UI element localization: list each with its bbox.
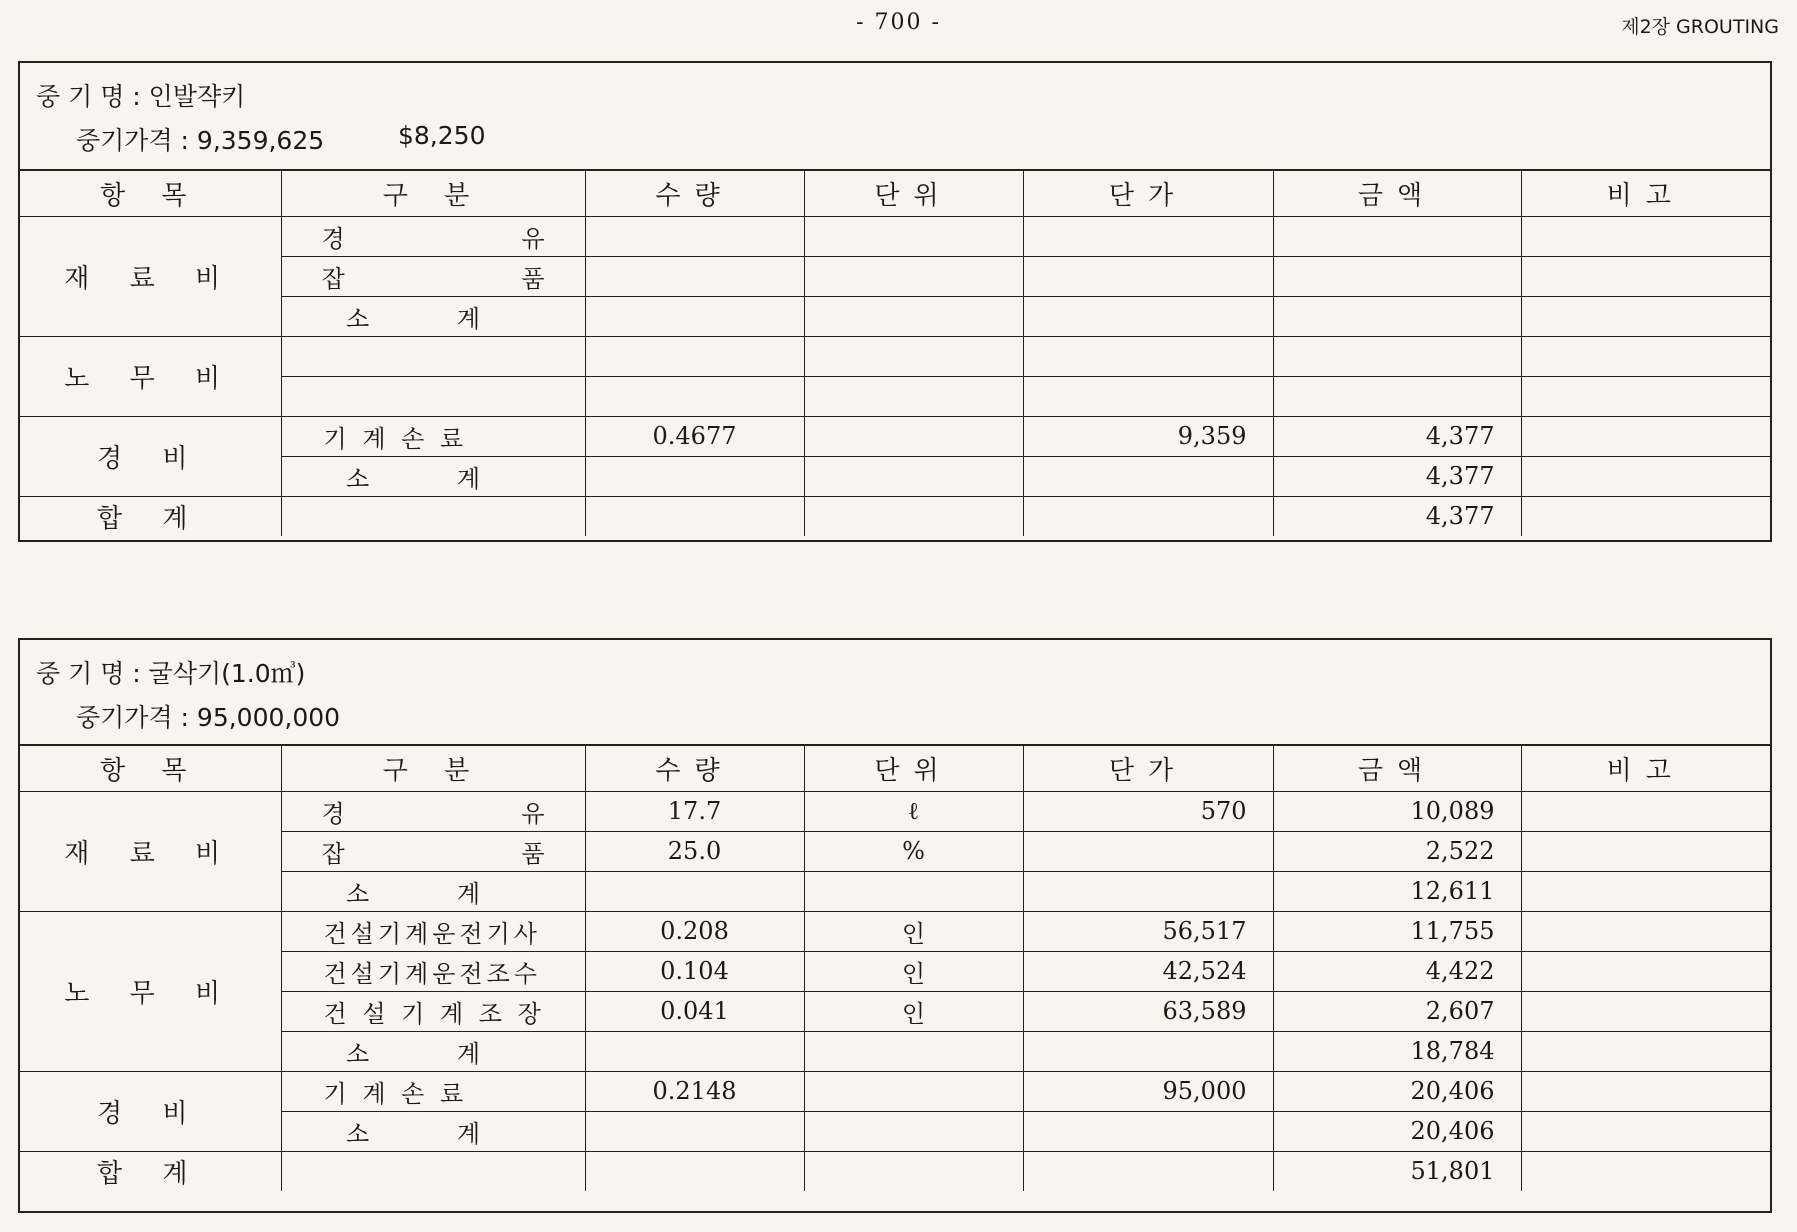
equipment-price-usd: $8,250 <box>398 121 486 150</box>
category-material: 재 료 비 <box>20 216 281 336</box>
foreman-amount: 2,607 <box>1273 991 1521 1031</box>
col-note: 비고 <box>1521 170 1770 216</box>
row-depreciation: 기 계 손 료 <box>281 1071 585 1111</box>
page-number: - 700 - <box>856 10 941 35</box>
category-labor: 노 무 비 <box>20 336 281 416</box>
dep-amount: 4,377 <box>1273 416 1521 456</box>
dep-qty: 0.4677 <box>585 416 804 456</box>
row-subtotal: 소 계 <box>281 1031 585 1071</box>
equipment-cost-table-2 <box>18 638 1772 1213</box>
col-item: 항 목 <box>20 745 281 791</box>
total-amount: 51,801 <box>1273 1151 1521 1191</box>
table-row <box>20 256 1770 296</box>
table-row <box>20 1071 1770 1111</box>
table-row <box>20 336 1770 376</box>
col-unit-price: 단가 <box>1023 745 1273 791</box>
row-subtotal: 소 계 <box>281 296 585 336</box>
category-expense: 경 비 <box>20 1071 281 1151</box>
table-row <box>20 871 1770 911</box>
operator-amount: 11,755 <box>1273 911 1521 951</box>
assistant-price: 42,524 <box>1023 951 1273 991</box>
subtotal-amount: 20,406 <box>1273 1111 1521 1151</box>
table-row <box>20 951 1770 991</box>
row-fuel: 경 유 <box>281 791 585 831</box>
total-amount: 4,377 <box>1273 496 1521 536</box>
subtotal-amount: 12,611 <box>1273 871 1521 911</box>
dep-price: 95,000 <box>1023 1071 1273 1111</box>
foreman-unit: 인 <box>804 991 1023 1031</box>
equipment-header <box>20 63 1770 169</box>
col-unit-price: 단가 <box>1023 170 1273 216</box>
table-header-row <box>20 170 1770 216</box>
table-row <box>20 911 1770 951</box>
table-row <box>20 1111 1770 1151</box>
row-misc: 잡 품 <box>281 256 585 296</box>
fuel-price: 570 <box>1023 791 1273 831</box>
chapter-label: 제2장 GROUTING <box>1621 16 1779 38</box>
category-total: 합 계 <box>20 1151 281 1191</box>
fuel-amount: 10,089 <box>1273 791 1521 831</box>
row-operator: 건설기계운전기사 <box>281 911 585 951</box>
misc-amount: 2,522 <box>1273 831 1521 871</box>
row-subtotal: 소 계 <box>281 871 585 911</box>
col-amount: 금액 <box>1273 170 1521 216</box>
row-depreciation: 기 계 손 료 <box>281 416 585 456</box>
operator-unit: 인 <box>804 911 1023 951</box>
foreman-price: 63,589 <box>1023 991 1273 1031</box>
foreman-qty: 0.041 <box>585 991 804 1031</box>
col-amount: 금액 <box>1273 745 1521 791</box>
table-row <box>20 1031 1770 1071</box>
table-row <box>20 376 1770 416</box>
row-subtotal: 소 계 <box>281 1111 585 1151</box>
fuel-qty: 17.7 <box>585 791 804 831</box>
table-row <box>20 991 1770 1031</box>
misc-qty: 25.0 <box>585 831 804 871</box>
operator-qty: 0.208 <box>585 911 804 951</box>
table-row <box>20 791 1770 831</box>
col-qty: 수량 <box>585 745 804 791</box>
col-note: 비고 <box>1521 745 1770 791</box>
assistant-amount: 4,422 <box>1273 951 1521 991</box>
row-subtotal: 소 계 <box>281 456 585 496</box>
dep-qty: 0.2148 <box>585 1071 804 1111</box>
equipment-header <box>20 640 1770 744</box>
equipment-name: 중 기 명 : 인발쟉키 <box>36 82 246 111</box>
col-item: 항 목 <box>20 170 281 216</box>
subtotal-amount: 18,784 <box>1273 1031 1521 1071</box>
cost-table <box>20 169 1770 536</box>
row-foreman: 건 설 기 계 조 장 <box>281 991 585 1031</box>
table-row <box>20 496 1770 536</box>
col-division: 구 분 <box>281 170 585 216</box>
table-row <box>20 416 1770 456</box>
category-expense: 경 비 <box>20 416 281 496</box>
fuel-unit: ℓ <box>804 791 1023 831</box>
table-row <box>20 831 1770 871</box>
row-misc: 잡 품 <box>281 831 585 871</box>
table-row <box>20 216 1770 256</box>
operator-price: 56,517 <box>1023 911 1273 951</box>
equipment-cost-table-1 <box>18 61 1772 542</box>
col-qty: 수량 <box>585 170 804 216</box>
category-labor: 노 무 비 <box>20 911 281 1071</box>
dep-amount: 20,406 <box>1273 1071 1521 1111</box>
col-unit: 단위 <box>804 170 1023 216</box>
equipment-price: 중기가격 : 9,359,625 <box>76 126 325 155</box>
category-total: 합 계 <box>20 496 281 536</box>
row-assistant: 건설기계운전조수 <box>281 951 585 991</box>
table-row <box>20 1151 1770 1191</box>
assistant-unit: 인 <box>804 951 1023 991</box>
col-division: 구 분 <box>281 745 585 791</box>
col-unit: 단위 <box>804 745 1023 791</box>
misc-unit: % <box>804 831 1023 871</box>
category-material: 재 료 비 <box>20 791 281 911</box>
subtotal-amount: 4,377 <box>1273 456 1521 496</box>
table-row <box>20 456 1770 496</box>
row-fuel: 경 유 <box>281 216 585 256</box>
table-header-row <box>20 745 1770 791</box>
equipment-price: 중기가격 : 95,000,000 <box>76 703 341 732</box>
assistant-qty: 0.104 <box>585 951 804 991</box>
cost-table <box>20 744 1770 1191</box>
dep-price: 9,359 <box>1023 416 1273 456</box>
table-row <box>20 296 1770 336</box>
equipment-name: 중 기 명 : 굴삭기(1.0㎥) <box>36 659 306 688</box>
